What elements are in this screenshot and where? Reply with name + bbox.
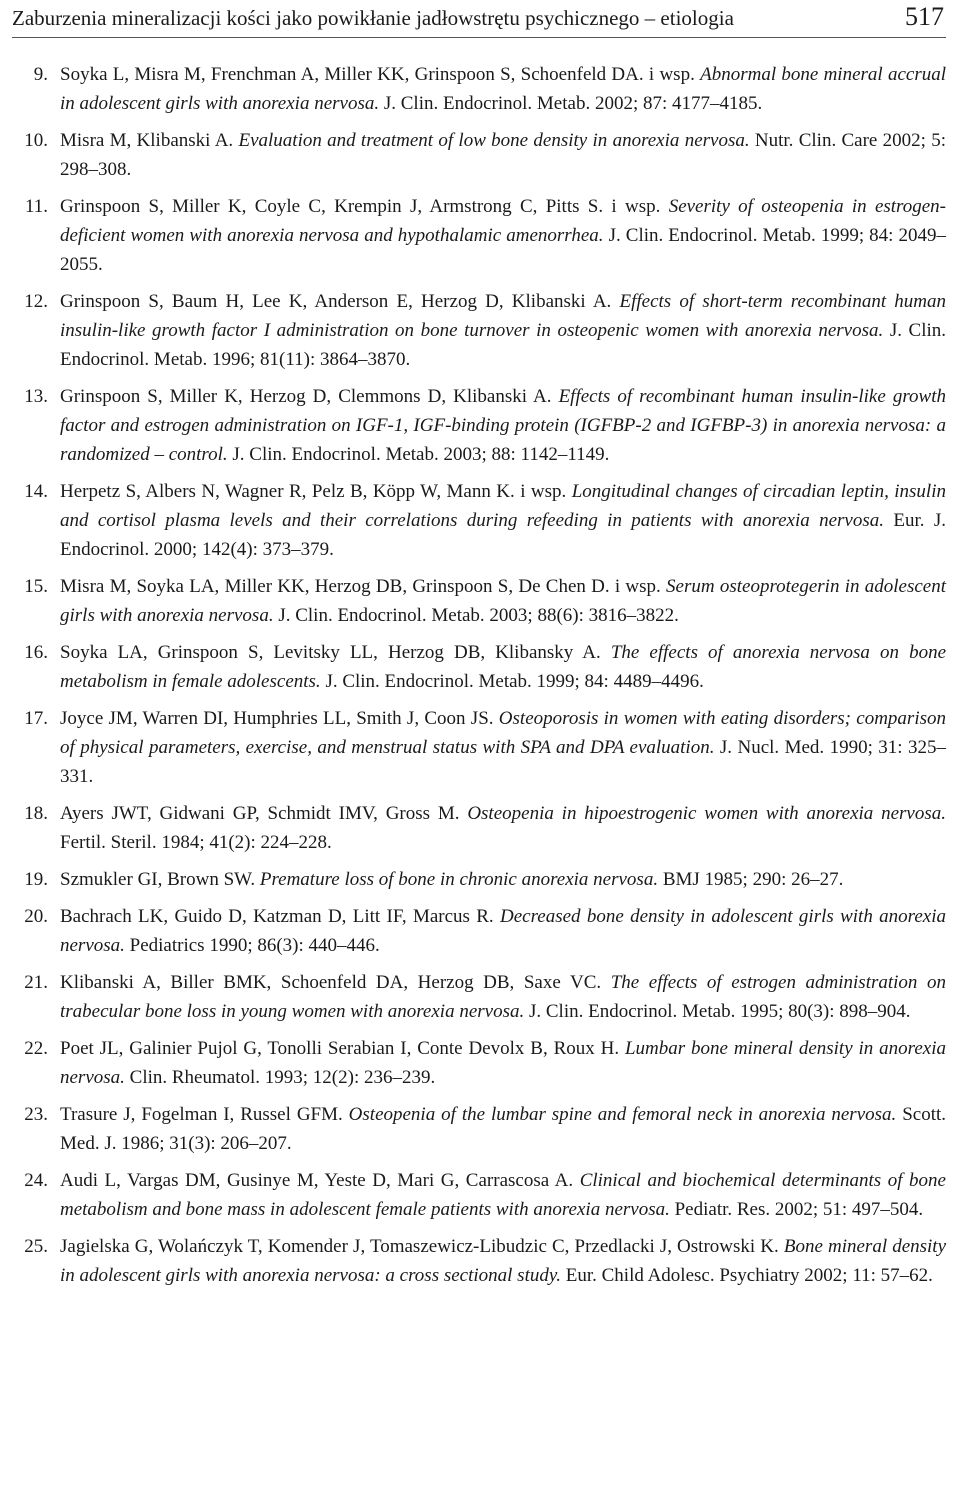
reference-source: Pediatr. Res. 2002; 51: 497–504.	[674, 1199, 924, 1220]
reference-title: Premature loss of bone in chronic anorexia nervosa.	[259, 869, 659, 890]
reference-number: 12.	[24, 291, 48, 312]
reference-source: J. Clin. Endocrinol. Metab. 2002; 87: 4177–4185.	[383, 93, 763, 114]
reference-source: J. Clin. Endocrinol. Metab. 1999; 84: 4489–4496.	[325, 671, 704, 692]
reference-source: Eur. J. Endocrinol. 2000; 142(4): 373–379.	[60, 510, 947, 560]
reference-authors: Joyce JM, Warren DI, Humphries LL, Smith J, Coon JS.	[60, 708, 494, 729]
reference-body	[60, 192, 946, 279]
reference-body	[60, 126, 946, 184]
reference-body	[60, 865, 946, 894]
reference-body	[60, 477, 946, 564]
reference-title: Effects of recombinant human insulin-like growth factor and estrogen administration on IGF-1, IGF-binding protein (IGFBP-2 and IGFBP-3) in anorexia nervosa: a randomized – control.	[60, 386, 946, 465]
reference-title: Evaluation and treatment of low bone density in anorexia nervosa.	[238, 130, 750, 151]
reference-title: Bone mineral density in adolescent girls with anorexia nervosa: a cross sectional study.	[60, 1236, 947, 1286]
reference-item	[12, 865, 946, 894]
reference-number: 22.	[24, 1038, 48, 1059]
reference-source: J. Clin. Endocrinol. Metab. 1995; 80(3): 898–904.	[528, 1001, 911, 1022]
reference-title: The effects of anorexia nervosa on bone metabolism in female adolescents.	[60, 642, 947, 692]
reference-number: 23.	[24, 1104, 48, 1125]
reference-number: 21.	[24, 972, 48, 993]
reference-item	[12, 192, 946, 279]
reference-title: Effects of short-term recombinant human insulin-like growth factor I administration on bone turnover in osteopenic women with anorexia nervosa.	[60, 291, 947, 341]
running-header	[12, 0, 946, 38]
reference-item	[12, 382, 946, 469]
reference-authors: Jagielska G, Wolańczyk T, Komender J, Tomaszewicz-Libudzic C, Przedlacki J, Ostrowski K.	[60, 1236, 779, 1257]
reference-number: 24.	[24, 1170, 48, 1191]
reference-item	[12, 1232, 946, 1290]
reference-body	[60, 572, 946, 630]
reference-number: 10.	[24, 130, 48, 151]
reference-source: J. Nucl. Med. 1990; 31: 325–331.	[60, 737, 947, 787]
running-title: Zaburzenia mineralizacji kości jako powikłanie jadłowstrętu psychicznego – etiologia	[12, 6, 734, 30]
reference-item	[12, 1166, 946, 1224]
reference-authors: Audi L, Vargas DM, Gusinye M, Yeste D, Mari G, Carrascosa A.	[60, 1170, 574, 1191]
reference-item	[12, 704, 946, 791]
reference-item	[12, 638, 946, 696]
reference-body	[60, 1232, 946, 1290]
reference-authors: Klibanski A, Biller BMK, Schoenfeld DA, Herzog DB, Saxe VC.	[60, 972, 602, 993]
reference-item	[12, 1100, 946, 1158]
reference-authors: Ayers JWT, Gidwani GP, Schmidt IMV, Gross M.	[60, 803, 460, 824]
reference-source: J. Clin. Endocrinol. Metab. 1999; 84: 2049–2055.	[60, 225, 947, 275]
reference-source: Clin. Rheumatol. 1993; 12(2): 236–239.	[129, 1067, 436, 1088]
reference-title: Severity of osteopenia in estrogen-deficient women with anorexia nervosa and hypothalamic amenorrhea.	[60, 196, 947, 246]
reference-body	[60, 968, 946, 1026]
reference-list	[12, 60, 946, 1290]
reference-source: Eur. Child Adolesc. Psychiatry 2002; 11: 57–62.	[565, 1265, 933, 1286]
reference-source: Pediatrics 1990; 86(3): 440–446.	[129, 935, 380, 956]
reference-title: Decreased bone density in adolescent girls with anorexia nervosa.	[60, 906, 946, 956]
reference-source: J. Clin. Endocrinol. Metab. 1996; 81(11): 3864–3870.	[60, 320, 946, 370]
reference-body	[60, 1166, 946, 1224]
reference-source: Scott. Med. J. 1986; 31(3): 206–207.	[60, 1104, 947, 1154]
reference-body	[60, 799, 946, 857]
reference-authors: Szmukler GI, Brown SW.	[60, 869, 256, 890]
reference-body	[60, 382, 946, 469]
reference-authors: Grinspoon S, Miller K, Herzog D, Clemmons D, Klibanski A.	[60, 386, 552, 407]
reference-number: 16.	[24, 642, 48, 663]
reference-number: 20.	[24, 906, 48, 927]
reference-number: 17.	[24, 708, 48, 729]
reference-body	[60, 1034, 946, 1092]
reference-item	[12, 287, 946, 374]
reference-title: Abnormal bone mineral accrual in adolescent girls with anorexia nervosa.	[60, 64, 947, 114]
reference-authors: Misra M, Soyka LA, Miller KK, Herzog DB, Grinspoon S, De Chen D. i wsp.	[60, 576, 661, 597]
reference-title: Serum osteoprotegerin in adolescent girls with anorexia nervosa.	[60, 576, 946, 626]
reference-title: Osteopenia of the lumbar spine and femoral neck in anorexia nervosa.	[348, 1104, 897, 1125]
reference-source: Nutr. Clin. Care 2002; 5: 298–308.	[60, 130, 947, 180]
reference-authors: Misra M, Klibanski A.	[60, 130, 234, 151]
reference-source: Fertil. Steril. 1984; 41(2): 224–228.	[60, 832, 332, 853]
reference-item	[12, 799, 946, 857]
reference-title: Osteopenia in hipoestrogenic women with anorexia nervosa.	[467, 803, 946, 824]
reference-item	[12, 572, 946, 630]
reference-item	[12, 477, 946, 564]
reference-number: 11.	[24, 196, 48, 217]
reference-body	[60, 902, 946, 960]
reference-source: J. Clin. Endocrinol. Metab. 2003; 88(6): 3816–3822.	[278, 605, 679, 626]
reference-number: 18.	[24, 803, 48, 824]
reference-source: J. Clin. Endocrinol. Metab. 2003; 88: 1142–1149.	[232, 444, 610, 465]
reference-body	[60, 638, 946, 696]
reference-item	[12, 1034, 946, 1092]
reference-body	[60, 287, 946, 374]
reference-number: 14.	[24, 481, 48, 502]
reference-authors: Herpetz S, Albers N, Wagner R, Pelz B, Köpp W, Mann K. i wsp.	[60, 481, 567, 502]
reference-number: 13.	[24, 386, 48, 407]
reference-item	[12, 126, 946, 184]
reference-title: Longitudinal changes of circadian leptin, insulin and cortisol plasma levels and their correlations during refeeding in patients with anorexia nervosa.	[60, 481, 946, 531]
reference-authors: Grinspoon S, Baum H, Lee K, Anderson E, Herzog D, Klibanski A.	[60, 291, 612, 312]
reference-body	[60, 60, 946, 118]
reference-title: The effects of estrogen administration on trabecular bone loss in young women with anorexia nervosa.	[60, 972, 946, 1022]
reference-number: 19.	[24, 869, 48, 890]
reference-source: BMJ 1985; 290: 26–27.	[662, 869, 844, 890]
page-number: 517	[905, 2, 944, 31]
reference-number: 15.	[24, 576, 48, 597]
reference-authors: Grinspoon S, Miller K, Coyle C, Krempin J, Armstrong C, Pitts S. i wsp.	[60, 196, 661, 217]
reference-body	[60, 1100, 946, 1158]
reference-body	[60, 704, 946, 791]
reference-number: 9.	[33, 64, 48, 85]
reference-title: Clinical and biochemical determinants of bone metabolism and bone mass in adolescent female patients with anorexia nervosa.	[60, 1170, 946, 1220]
reference-item	[12, 60, 946, 118]
reference-item	[12, 902, 946, 960]
reference-authors: Trasure J, Fogelman I, Russel GFM.	[60, 1104, 343, 1125]
reference-item	[12, 968, 946, 1026]
reference-title: Osteoporosis in women with eating disorders; comparison of physical parameters, exercise, and menstrual status with SPA and DPA evaluation.	[60, 708, 947, 758]
reference-authors: Soyka LA, Grinspoon S, Levitsky LL, Herzog DB, Klibansky A.	[60, 642, 601, 663]
reference-title: Lumbar bone mineral density in anorexia nervosa.	[60, 1038, 946, 1088]
reference-authors: Poet JL, Galinier Pujol G, Tonolli Serabian I, Conte Devolx B, Roux H.	[60, 1038, 620, 1059]
reference-authors: Soyka L, Misra M, Frenchman A, Miller KK, Grinspoon S, Schoenfeld DA. i wsp.	[60, 64, 695, 85]
reference-authors: Bachrach LK, Guido D, Katzman D, Litt IF, Marcus R.	[60, 906, 494, 927]
reference-number: 25.	[24, 1236, 48, 1257]
